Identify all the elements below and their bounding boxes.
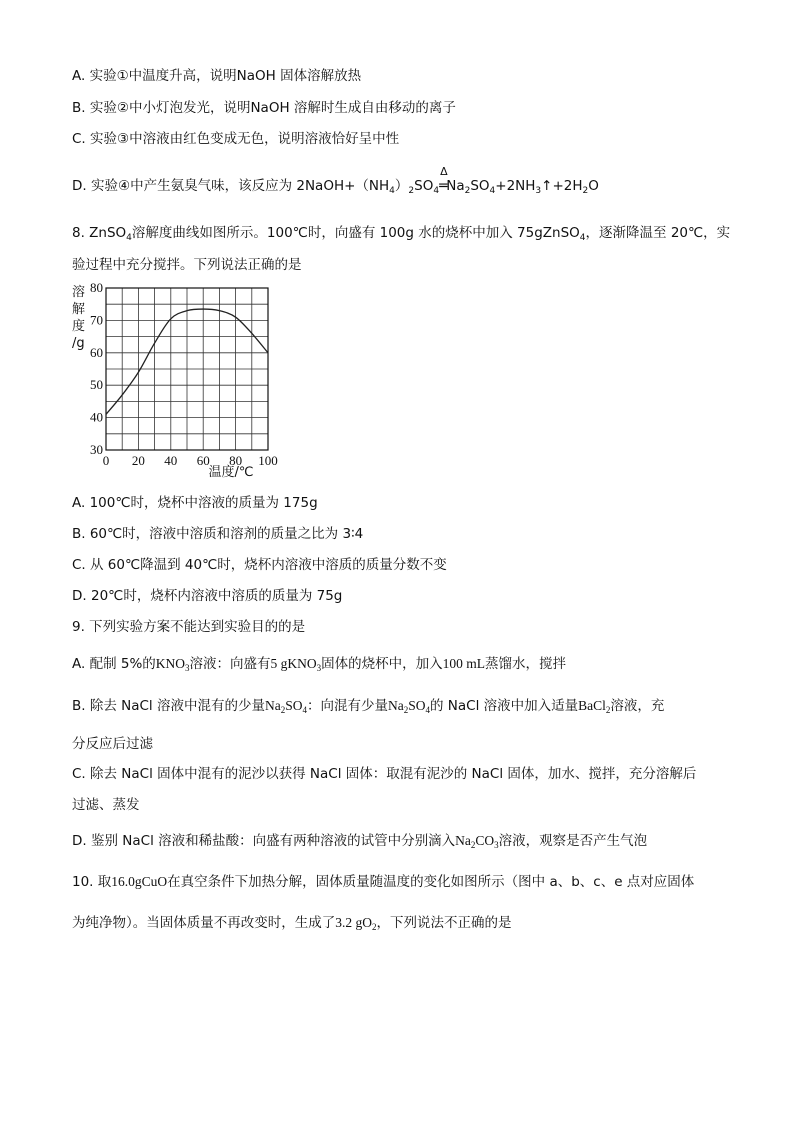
equals-sign: ═ [439, 178, 447, 194]
q9-option-c-line2: 过滤、蒸发 [72, 797, 140, 813]
y-tick-label: 30 [90, 442, 103, 457]
quantity: 100 mL [442, 656, 486, 671]
q7-d-text: Na [446, 178, 465, 194]
q9-a-text: 溶液：向盛有 [189, 656, 271, 672]
q9-b-text: 的 NaCl 溶液中加入适量 [430, 698, 579, 714]
q8-option-c: C. 从 60℃降温到 40℃时，烧杯内溶液中溶质的质量分数不变 [72, 557, 447, 573]
formula: Na [455, 833, 471, 848]
q8-stem-sub: 4 [126, 233, 132, 243]
q8-stem-line1 [72, 223, 730, 243]
formula: Na [388, 698, 404, 713]
q10-stem-line1 [72, 872, 694, 892]
formula: CO [475, 833, 495, 848]
q8-stem-sub: 4 [579, 233, 586, 243]
q9-option-b-line1 [72, 696, 664, 716]
formula: 5 gKNO [270, 656, 317, 671]
q7-d-text: SO [470, 178, 490, 194]
q7-d-sub: 4 [433, 186, 440, 196]
x-tick-label: 20 [131, 453, 145, 468]
q7-d-text: ↑+2H [541, 178, 583, 194]
q9-option-a [72, 654, 566, 674]
q7-d-text: +2NH [495, 178, 536, 194]
x-tick-label: 100 [258, 453, 278, 468]
q7-d-text: SO [414, 178, 434, 194]
q9-b-text: B. 除去 NaCl 溶液中混有的少量 [72, 698, 265, 714]
formula-sub: 2 [372, 922, 377, 932]
formula-sub: 3 [494, 840, 499, 850]
q10-stem-line2 [72, 913, 512, 933]
formula: Na [264, 698, 281, 713]
q7-d-text: O [588, 178, 599, 194]
q7-d-sub: 2 [464, 186, 471, 196]
y-tick-label: 60 [90, 344, 103, 360]
formula: SO [408, 698, 426, 713]
q8-option-b: B. 60℃时，溶液中溶质和溶剂的质量之比为 3∶4 [72, 526, 364, 542]
delta-symbol: Δ [440, 165, 448, 178]
q8-stem-text: 溶解度曲线如图所示。100℃时，向盛有 100g 水的烧杯中加入 75gZnSO [131, 225, 580, 241]
q9-option-d [72, 831, 647, 851]
formula-sub: 2 [280, 705, 286, 715]
heating-condition [439, 165, 448, 196]
formula-sub: 2 [470, 840, 476, 850]
q7-d-sub: 2 [582, 186, 589, 196]
q8-stem-text: ，逐渐降温至 20℃，实 [585, 225, 731, 241]
q7-d-sub: 4 [489, 186, 496, 196]
q7-d-sub: 3 [535, 186, 542, 196]
formula: KNO [155, 656, 186, 671]
q9-b-text: ：向混有少量 [307, 698, 388, 714]
q8-option-d: D. 20℃时，烧杯内溶液中溶质的质量为 75g [72, 588, 343, 604]
solubility-chart [66, 280, 296, 480]
q9-d-text: 溶液，观察是否产生气泡 [498, 833, 648, 849]
formula-sub: 4 [425, 705, 431, 715]
q8-option-a: A. 100℃时，烧杯中溶液的质量为 175g [72, 495, 318, 511]
x-tick-label: 60 [196, 453, 210, 468]
q7-option-b: B. 实验②中小灯泡发光，说明NaOH 溶解时生成自由移动的离子 [72, 100, 456, 116]
q9-option-b-line2: 分反应后过滤 [72, 736, 153, 752]
q10-text: 在真空条件下加热分解，固体质量随温度的变化如图所示（图中 a、b、c、e 点对应固体 [167, 874, 695, 890]
y-tick-label: 70 [90, 312, 103, 328]
q7-option-c: C. 实验③中溶液由红色变成无色，说明溶液恰好呈中性 [72, 131, 400, 147]
formula-sub: 3 [185, 663, 190, 673]
q10-text: 为纯净物）。当固体质量不再改变时，生成了 [72, 915, 336, 931]
q9-a-text: 固体的烧杯中，加入 [321, 656, 443, 672]
quantity: 3.2 gO [335, 915, 372, 930]
q8-stem-text: 8. ZnSO [72, 225, 127, 241]
y-tick-labels [90, 280, 103, 457]
chart-grid [106, 288, 268, 450]
y-tick-label: 80 [90, 280, 103, 295]
q9-d-text: D. 鉴别 NaCl 溶液和稀盐酸：向盛有两种溶液的试管中分别滴入 [72, 833, 456, 849]
q7-d-text: ） [394, 178, 409, 194]
formula: BaCl [578, 698, 606, 713]
q9-stem: 9. 下列实验方案不能达到实验目的的是 [72, 619, 306, 635]
x-tick-label: 40 [164, 453, 178, 468]
formula: SO [285, 698, 303, 713]
q9-b-text: 溶液，充 [610, 698, 665, 714]
x-tick-label: 0 [102, 453, 110, 468]
y-tick-label: 40 [90, 409, 103, 425]
q7-option-a: A. 实验①中温度升高，说明NaOH 固体溶解放热 [72, 68, 362, 84]
formula-sub: 4 [302, 705, 307, 715]
q10-text: 10. 取 [72, 874, 112, 890]
y-axis-label: 溶解度/g [72, 285, 86, 351]
q9-a-text: A. 配制 5%的 [72, 656, 156, 672]
q7-d-sub: 2 [408, 186, 415, 196]
q7-d-sub: 4 [389, 186, 395, 196]
formula-sub: 2 [403, 705, 409, 715]
x-tick-label: 80 [229, 453, 243, 468]
q9-a-text: 蒸馏水，搅拌 [485, 656, 567, 672]
y-tick-label: 50 [90, 377, 103, 393]
x-axis-label: 温度/℃ [208, 465, 254, 480]
q7-option-d [72, 165, 599, 196]
q9-option-c-line1: C. 除去 NaCl 固体中混有的泥沙以获得 NaCl 固体：取混有泥沙的 NaCl 固体，加水、搅拌，充分溶解后 [72, 766, 697, 782]
formula: 16.0gCuO [111, 874, 168, 889]
formula-sub: 2 [605, 705, 611, 715]
q10-text: ，下列说法不正确的是 [376, 915, 512, 931]
q8-stem-line2: 验过程中充分搅拌。下列说法正确的是 [72, 257, 302, 273]
q7-d-prefix: D. 实验④中产生氨臭气味，该反应为 2NaOH+（NH [72, 178, 390, 194]
formula-sub: 3 [316, 663, 322, 673]
